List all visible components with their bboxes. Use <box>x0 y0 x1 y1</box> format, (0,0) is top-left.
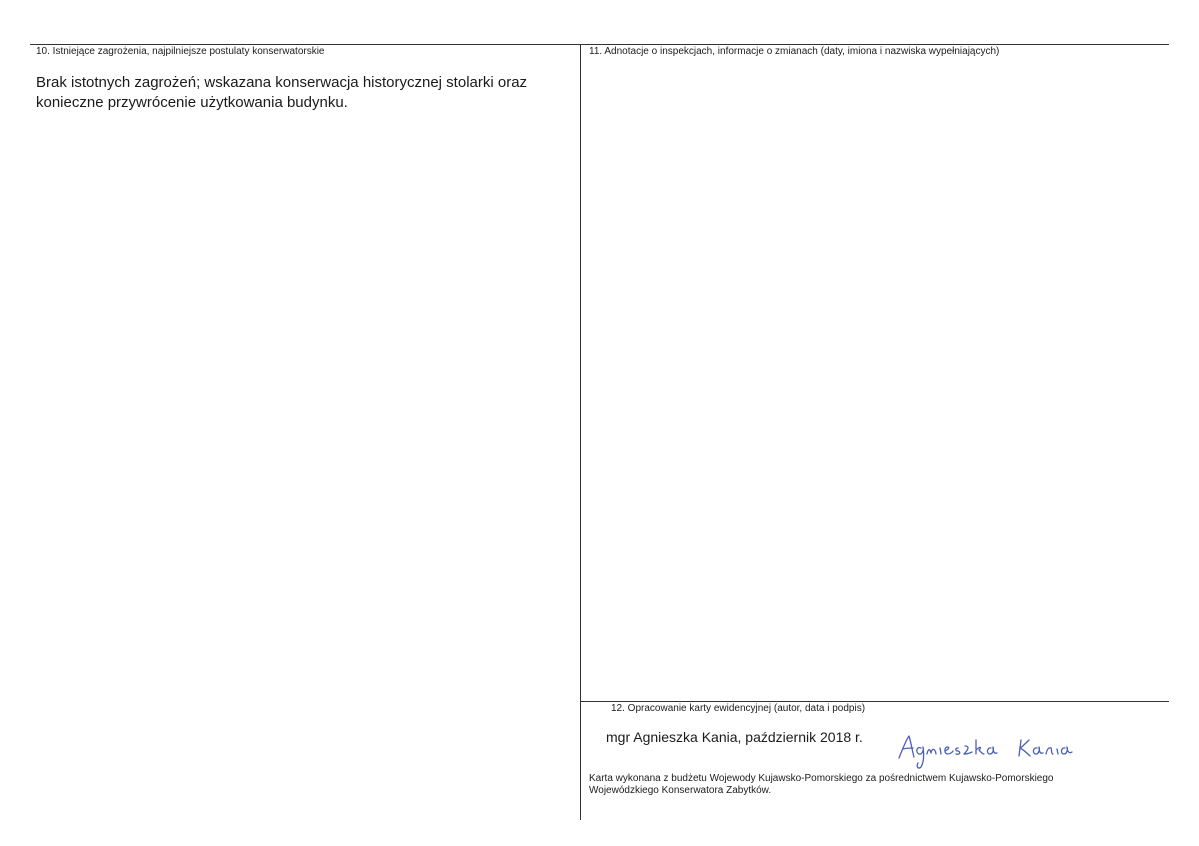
section12-author: mgr Agnieszka Kania, październik 2018 r. <box>606 729 863 745</box>
handwritten-signature <box>895 730 1085 770</box>
top-rule <box>30 44 1169 45</box>
section12-label: 12. Opracowanie karty ewidencyjnej (autor, data i podpis) <box>611 703 866 714</box>
section10-content-line2: konieczne przywrócenie użytkowania budynku. <box>36 94 348 111</box>
section11-label: 11. Adnotacje o inspekcjach, informacje o zmianach (daty, imiona i nazwiska wypełniających) <box>589 46 1000 57</box>
section10-content-line1: Brak istotnych zagrożeń; wskazana konserwacja historycznej stolarki oraz <box>36 74 528 91</box>
section12-rule <box>580 701 1169 702</box>
column-divider <box>580 44 581 820</box>
funding-note-line1: Karta wykonana z budżetu Wojewody Kujawsko-Pomorskiego za pośrednictwem Kujawsko-Pomorskiego <box>589 773 1054 784</box>
funding-note <box>589 773 1053 797</box>
section10-content <box>36 73 576 113</box>
funding-note-line2: Wojewódzkiego Konserwatora Zabytków. <box>589 785 772 796</box>
section10-label: 10. Istniejące zagrożenia, najpilniejsze postulaty konserwatorskie <box>36 46 325 57</box>
